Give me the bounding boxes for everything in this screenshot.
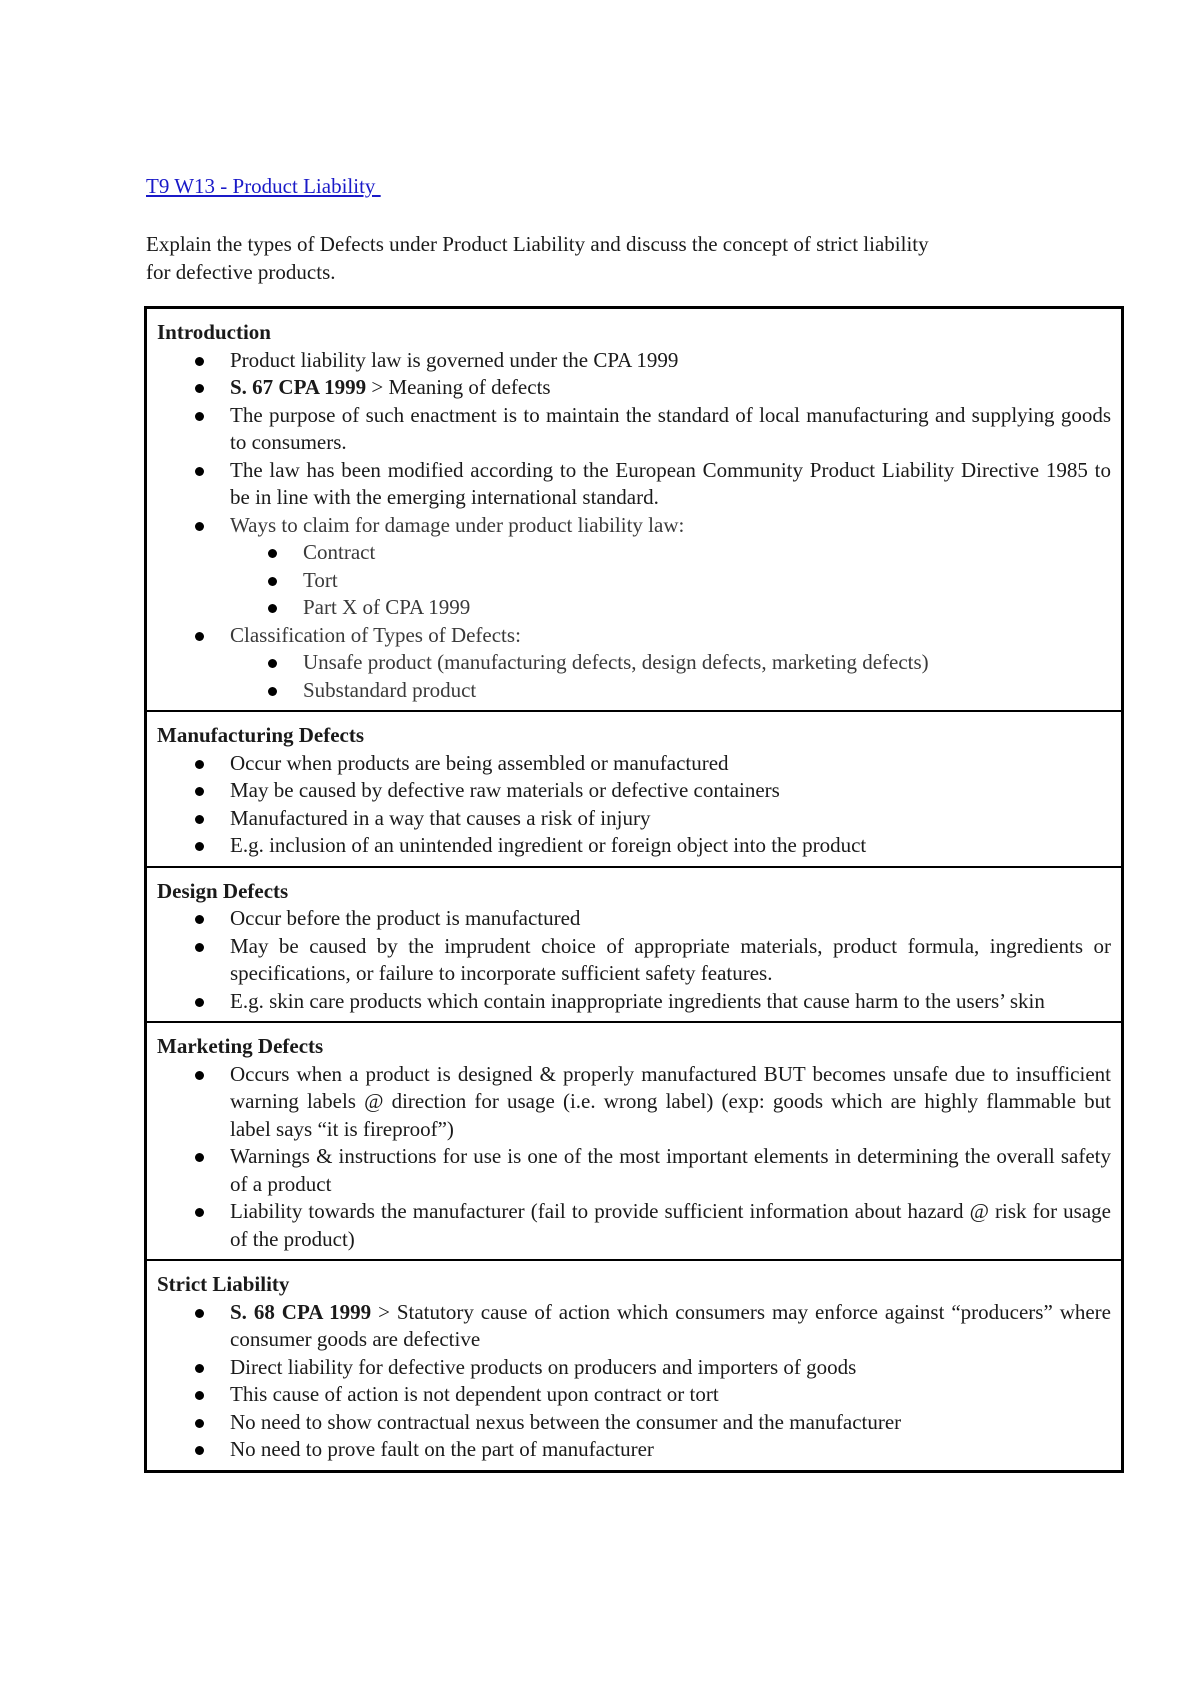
section-title: Introduction bbox=[157, 320, 271, 344]
section-manufacturing-defects bbox=[147, 710, 1121, 866]
list-item bbox=[157, 347, 1111, 375]
section-title: Design Defects bbox=[157, 878, 289, 903]
list-item bbox=[157, 512, 1111, 622]
bullet-icon bbox=[195, 632, 204, 641]
bullet-icon bbox=[195, 1364, 204, 1373]
bullet-list bbox=[157, 750, 1111, 860]
list-item-text: The purpose of such enactment is to maintain the standard of local manufacturing and supplying goods to consumers. bbox=[230, 402, 1111, 454]
list-item-text: Manufactured in a way that causes a risk of injury bbox=[230, 805, 651, 830]
list-item bbox=[157, 1381, 1111, 1409]
bullet-icon bbox=[195, 815, 204, 824]
list-item bbox=[157, 750, 1111, 778]
bullet-icon bbox=[195, 1391, 204, 1400]
list-item-text: No need to prove fault on the part of manufacturer bbox=[230, 1437, 654, 1461]
bullet-icon bbox=[268, 659, 277, 668]
bullet-icon bbox=[195, 522, 204, 531]
list-item-text: Classification of Types of Defects: bbox=[230, 622, 521, 647]
bullet-icon bbox=[195, 1446, 204, 1455]
list-item-text: Occur before the product is manufactured bbox=[230, 906, 581, 930]
list-item-text: E.g. skin care products which contain inappropriate ingredients that cause harm to the users’ skin bbox=[230, 988, 1045, 1013]
list-item-text: > Statutory cause of action which consumers may enforce against “producers” where consumer goods are defective bbox=[230, 1299, 1111, 1351]
list-item bbox=[157, 988, 1111, 1016]
statute-reference: S. 67 CPA 1999 bbox=[230, 375, 367, 399]
bullet-icon bbox=[195, 787, 204, 796]
list-item bbox=[157, 1061, 1111, 1144]
section-title: Marketing Defects bbox=[157, 1034, 324, 1058]
section-design-defects bbox=[147, 866, 1121, 1022]
list-item-text: The law has been modified according to the European Community Product Liability Directive 1985 to be in line with the emerging international standard. bbox=[230, 457, 1111, 509]
bullet-icon bbox=[268, 549, 277, 558]
bullet-icon bbox=[195, 1153, 204, 1162]
list-item bbox=[157, 1354, 1111, 1382]
list-item bbox=[157, 1198, 1111, 1253]
list-item-text: May be caused by defective raw materials or defective containers bbox=[230, 778, 780, 802]
question-line: for defective products. bbox=[146, 260, 336, 284]
bullet-icon bbox=[268, 604, 277, 613]
bullet-icon bbox=[195, 842, 204, 851]
list-item-text: Tort bbox=[303, 567, 338, 592]
bullet-icon bbox=[195, 915, 204, 924]
list-item-text: Occurs when a product is designed & properly manufactured BUT becomes unsafe due to insufficient warning labels @ direction for usage (i.e. wrong label) (exp: goods which are highly flammable but label says “it is fireproof”) bbox=[230, 1061, 1111, 1141]
question-text bbox=[146, 230, 1076, 286]
list-item-text: Ways to claim for damage under product liability law: bbox=[230, 512, 685, 537]
list-item bbox=[157, 374, 1111, 402]
bullet-icon bbox=[195, 998, 204, 1007]
list-item bbox=[157, 1143, 1111, 1198]
list-item-text: Product liability law is governed under the CPA 1999 bbox=[230, 347, 679, 372]
list-item bbox=[157, 1409, 1111, 1437]
list-item bbox=[157, 777, 1111, 805]
list-item-text: Part X of CPA 1999 bbox=[303, 595, 471, 619]
document-title[interactable]: T9 W13 - Product Liability bbox=[146, 174, 381, 198]
list-item-text: Direct liability for defective products on producers and importers of goods bbox=[230, 1354, 857, 1379]
list-item bbox=[157, 1436, 1111, 1464]
list-item bbox=[157, 805, 1111, 833]
list-item bbox=[157, 1299, 1111, 1354]
bullet-list bbox=[157, 1061, 1111, 1254]
list-item bbox=[157, 905, 1111, 933]
list-item-text: Substandard product bbox=[303, 677, 477, 702]
question-line: Explain the types of Defects under Product Liability and discuss the concept of strict liability bbox=[146, 232, 929, 256]
list-item-text: No need to show contractual nexus between the consumer and the manufacturer bbox=[230, 1409, 902, 1434]
list-item bbox=[157, 933, 1111, 988]
bullet-icon bbox=[195, 1071, 204, 1080]
list-item-text: Occur when products are being assembled or manufactured bbox=[230, 750, 729, 775]
section-marketing-defects bbox=[147, 1021, 1121, 1259]
bullet-icon bbox=[195, 467, 204, 476]
list-item-text: This cause of action is not dependent upon contract or tort bbox=[230, 1382, 719, 1406]
notes-table bbox=[144, 306, 1124, 1473]
sub-bullet-list bbox=[230, 649, 1111, 704]
bullet-list bbox=[157, 1299, 1111, 1464]
bullet-icon bbox=[195, 1309, 204, 1318]
sub-bullet-list bbox=[230, 539, 1111, 622]
section-title: Strict Liability bbox=[157, 1272, 290, 1296]
list-item-text: May be caused by the imprudent choice of appropriate materials, product formula, ingredients or specifications, or failure to incorporate sufficient safety features. bbox=[230, 933, 1111, 985]
list-item bbox=[157, 622, 1111, 705]
sub-list-item bbox=[230, 677, 1111, 705]
list-item-text: > Meaning of defects bbox=[366, 375, 551, 399]
bullet-list bbox=[157, 347, 1111, 705]
list-item-text: Unsafe product (manufacturing defects, design defects, marketing defects) bbox=[303, 650, 929, 674]
bullet-list bbox=[157, 905, 1111, 1015]
bullet-icon bbox=[268, 577, 277, 586]
statute-reference: S. 68 CPA 1999 bbox=[230, 1299, 372, 1324]
list-item-text: Liability towards the manufacturer (fail to provide sufficient information about hazard @ risk for usage of the product) bbox=[230, 1199, 1111, 1251]
bullet-icon bbox=[195, 1419, 204, 1428]
bullet-icon bbox=[195, 1208, 204, 1217]
section-title: Manufacturing Defects bbox=[157, 723, 365, 747]
bullet-icon bbox=[195, 760, 204, 769]
list-item-text: Warnings & instructions for use is one of the most important elements in determining the overall safety of a product bbox=[230, 1144, 1111, 1196]
bullet-icon bbox=[195, 412, 204, 421]
bullet-icon bbox=[195, 943, 204, 952]
sub-list-item bbox=[230, 594, 1111, 622]
bullet-icon bbox=[195, 357, 204, 366]
bullet-icon bbox=[195, 384, 204, 393]
list-item bbox=[157, 832, 1111, 860]
list-item bbox=[157, 402, 1111, 457]
list-item bbox=[157, 457, 1111, 512]
list-item-text: Contract bbox=[303, 540, 376, 564]
sub-list-item bbox=[230, 539, 1111, 567]
sub-list-item bbox=[230, 567, 1111, 595]
section-introduction bbox=[147, 309, 1121, 710]
list-item-text: E.g. inclusion of an unintended ingredient or foreign object into the product bbox=[230, 833, 867, 857]
sub-list-item bbox=[230, 649, 1111, 677]
bullet-icon bbox=[268, 687, 277, 696]
section-strict-liability bbox=[147, 1259, 1121, 1470]
